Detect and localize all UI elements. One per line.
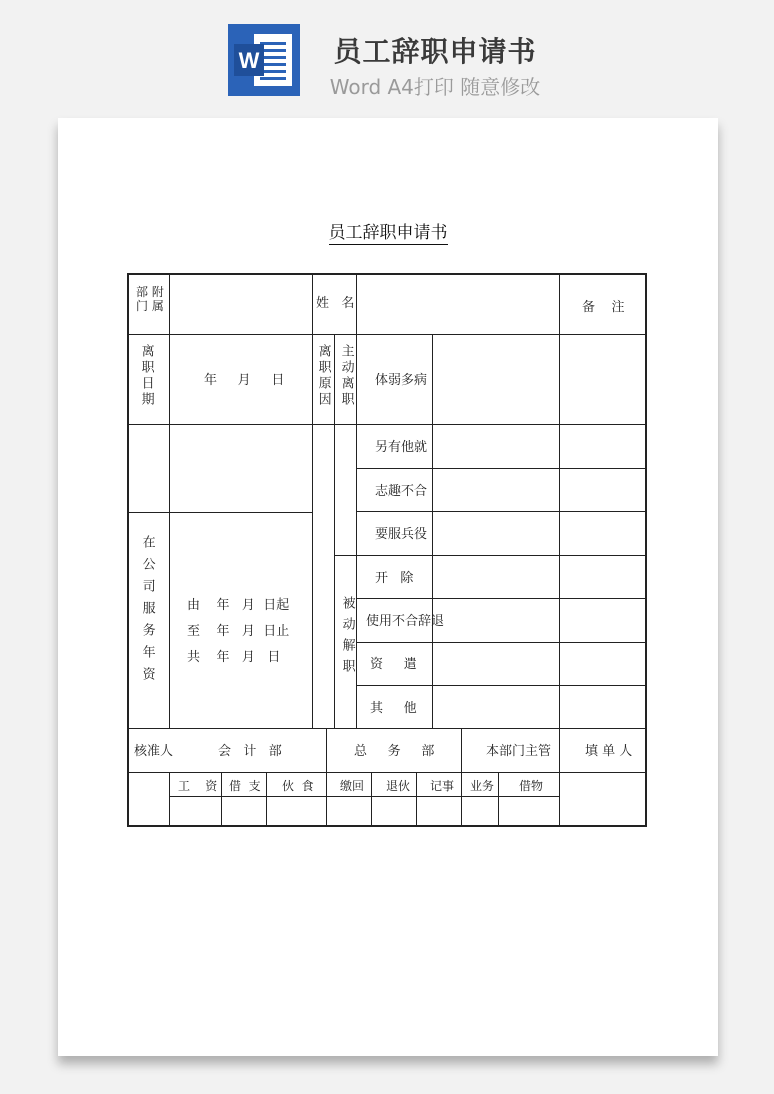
col-line <box>334 334 335 728</box>
col-line <box>416 772 417 826</box>
col-line <box>461 728 462 826</box>
sub-col-label: 借 支 <box>229 779 261 793</box>
col-line <box>169 273 170 728</box>
row-line <box>127 334 647 335</box>
row-line <box>356 598 646 599</box>
sub-col-label: 借物 <box>519 779 544 793</box>
row-line <box>127 728 647 729</box>
reason-item: 志趣不合 <box>375 484 428 499</box>
document-page <box>58 118 718 1056</box>
row-line <box>356 468 646 469</box>
dept-label: 部 附 门 属 <box>136 285 164 314</box>
header-title: 员工辞职申请书 <box>333 35 537 68</box>
border-top <box>127 273 647 275</box>
accounting-label: 会 计 部 <box>218 744 282 759</box>
resignation-form <box>58 118 718 1056</box>
border-left <box>127 273 129 826</box>
reason-item: 使用不合辞退 <box>366 614 445 629</box>
approver-label: 核准人 <box>134 744 174 759</box>
sub-col-label: 业务 <box>470 779 495 793</box>
col-line <box>326 728 327 826</box>
svg-text:W: W <box>238 48 260 73</box>
service-label: 在公司服务年资 <box>139 535 155 689</box>
col-line <box>312 273 313 728</box>
voluntary-label: 主动离职 <box>338 344 354 408</box>
row-line <box>356 642 646 643</box>
sub-col-label: 退伙 <box>386 779 411 793</box>
col-line <box>169 772 170 826</box>
col-line <box>559 273 560 826</box>
sub-col-label: 记事 <box>430 779 455 793</box>
reason-item: 开 除 <box>375 571 414 586</box>
reason-item: 体弱多病 <box>375 373 428 388</box>
document-title: 员工辞职申请书 <box>328 223 448 243</box>
sub-col-label: 伙 食 <box>282 779 314 793</box>
row-line <box>334 555 646 556</box>
reason-item: 其 他 <box>370 701 417 716</box>
name-label: 姓 名 <box>316 296 355 311</box>
row-line <box>169 796 559 797</box>
leave-date-value: 年 月 日 <box>204 373 285 388</box>
passive-label: 被动解职 <box>339 596 355 680</box>
reason-item: 资 遣 <box>370 657 417 672</box>
col-line <box>371 772 372 826</box>
reason-item: 另有他就 <box>375 440 428 455</box>
row-line <box>356 685 646 686</box>
remarks-label: 备 注 <box>582 300 625 315</box>
row-line <box>127 512 312 513</box>
row-line <box>127 424 647 425</box>
col-line <box>266 772 267 826</box>
header-subtitle: Word A4打印 随意修改 <box>329 75 541 99</box>
border-right <box>645 273 647 826</box>
page-header <box>0 0 774 110</box>
row-line <box>356 511 646 512</box>
border-bottom <box>127 825 647 827</box>
col-line <box>221 772 222 826</box>
service-to: 至 年 月 日止 <box>187 624 290 639</box>
word-icon <box>228 24 300 96</box>
filler-label: 填 单 人 <box>585 744 633 759</box>
supervisor-label: 本部门主管 <box>486 744 552 759</box>
reason-label: 离职原因 <box>315 344 331 408</box>
col-line <box>356 273 357 728</box>
reason-item: 要服兵役 <box>375 527 428 542</box>
sub-col-label: 缴回 <box>340 779 365 793</box>
leave-date-label: 离职日期 <box>138 344 154 408</box>
service-total: 共 年 月 日 <box>187 650 281 665</box>
row-line <box>127 772 647 773</box>
service-from: 由 年 月 日起 <box>187 598 290 613</box>
sub-col-label: 工 资 <box>178 779 218 793</box>
general-affairs-label: 总 务 部 <box>354 744 435 759</box>
col-line <box>498 772 499 826</box>
col-line <box>432 334 433 728</box>
